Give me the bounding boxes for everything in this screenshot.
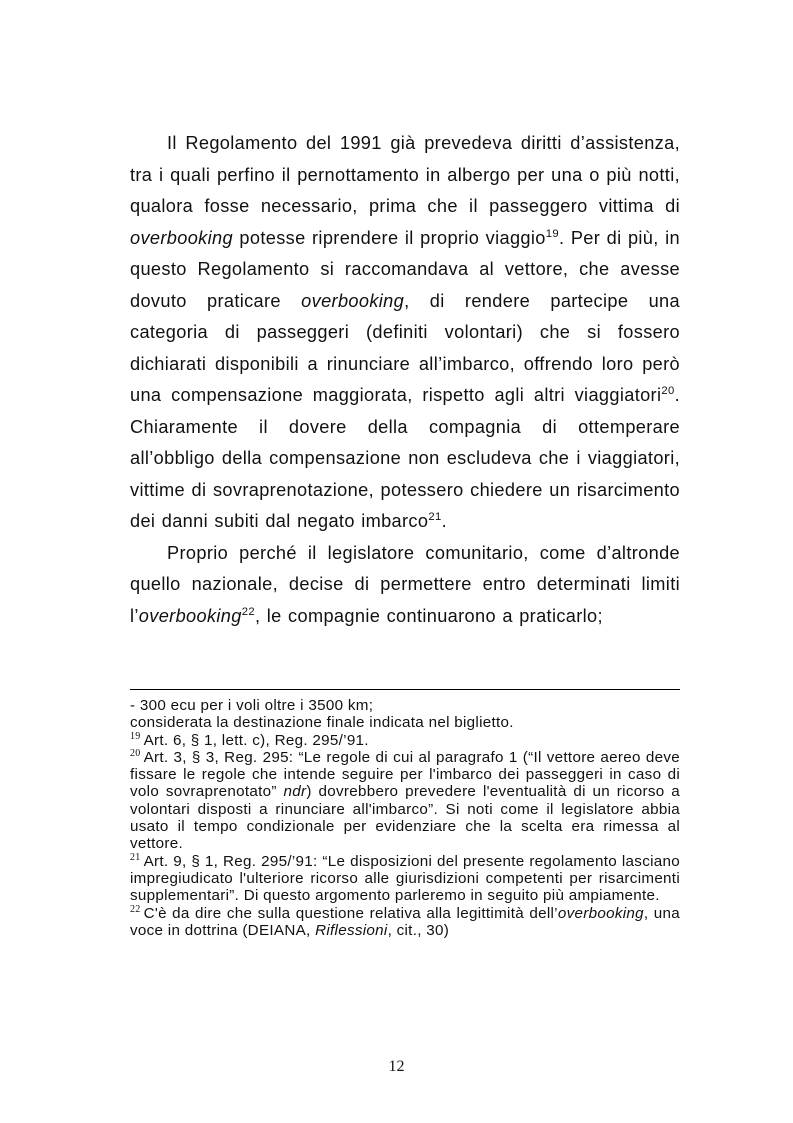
text-run: Art. 9, § 1, Reg. 295/’91: “Le disposizioni del presente regolamento lasciano impregiudicato l'ulteriore ricorso alle giurisdizioni competenti per risarcimenti supplementari”. Di questo argomento parleremo in seguito più ampiamente. xyxy=(130,852,680,905)
main-text xyxy=(130,128,680,632)
paragraph-1 xyxy=(130,128,680,538)
footnote-number: 19 xyxy=(130,730,141,742)
text-run: considerata la destinazione finale indicata nel biglietto. xyxy=(130,714,514,732)
footnote-21 xyxy=(130,853,680,905)
text-run: , cit., 30) xyxy=(387,921,450,939)
footnote-ref-20[interactable]: 20 xyxy=(661,384,675,397)
text-run: C'è da dire che sulla questione relativa alla legittimità dell’ xyxy=(143,904,558,922)
text-run: . xyxy=(441,511,447,531)
footnote-ref-19[interactable]: 19 xyxy=(545,227,559,240)
footnote-number: 21 xyxy=(130,851,141,863)
italic-term: overbooking xyxy=(557,904,644,922)
footnote-ref-21[interactable]: 21 xyxy=(428,510,442,523)
footnote-20 xyxy=(130,749,680,853)
text-run: , di rendere partecipe una categoria di passeggeri (definiti volontari) che si fossero dichiarati disponibili a rinunciare all’imbarco, offrendo loro però una compensazione maggiorata, rispetto agli altri viaggiatori xyxy=(130,290,680,405)
italic-term: overbooking xyxy=(301,290,405,311)
page-number: 12 xyxy=(388,1058,405,1075)
footnote-ref-22[interactable]: 22 xyxy=(241,605,255,618)
footnotes xyxy=(130,697,680,939)
text-run: - 300 ecu per i voli oltre i 3500 km; xyxy=(130,697,374,714)
text-run: Il Regolamento del 1991 già prevedeva diritti d’assistenza, tra i quali perfino il pernottamento in albergo per una o più notti, qualora fosse necessario, prima che il passeggero vittima di xyxy=(130,133,680,216)
text-run: , le compagnie continuarono a praticarlo; xyxy=(254,605,603,626)
footnote-number: 22 xyxy=(130,903,141,915)
footnote-22 xyxy=(130,905,680,940)
footnote-19 xyxy=(130,732,680,749)
italic-term: overbooking xyxy=(138,605,242,626)
italic-term: Riflessioni xyxy=(315,921,388,939)
text-run: potesse riprendere il proprio viaggio xyxy=(232,227,546,248)
italic-term: overbooking xyxy=(130,227,233,248)
text-run: Art. 6, § 1, lett. c), Reg. 295/’91. xyxy=(143,731,369,749)
footnote-number: 20 xyxy=(130,747,141,759)
footnote-separator xyxy=(130,689,680,690)
text-run: Proprio perché il legislatore comunitario, come d’altronde quello nazionale, decise di permettere entro determinati limiti l’ xyxy=(130,542,680,626)
italic-term: ndr xyxy=(283,783,307,801)
text-run: . Chiaramente il dovere della compagnia di ottemperare all’obbligo della compensazione non escludeva che i viaggiatori, vittime di sovraprenotazione, potessero chiedere un risarcimento dei danni subiti dal negato imbarco xyxy=(130,385,680,531)
footnote-continuation xyxy=(130,697,680,714)
paragraph-2 xyxy=(130,538,680,633)
text-run: , una voce in dottrina (DEIANA, xyxy=(130,904,680,939)
text-run: . Per di più, in questo Regolamento si raccomandava al vettore, che avesse dovuto praticare xyxy=(130,227,680,311)
text-run: ) dovrebbero prevedere l'eventualità di un ricorso a volontari disposti a rinunciare all'imbarco”. Si noti come il legislatore abbia usato il tempo condizionale per evidenziare che la scelta era rimessa al vettore. xyxy=(130,783,680,853)
footnote-continuation xyxy=(130,714,680,731)
text-run: Art. 3, § 3, Reg. 295: “Le regole di cui al paragrafo 1 (“Il vettore aereo deve fissare le regole che intende seguire per l'imbarco dei passeggeri in caso di volo sovraprenotato” xyxy=(130,748,680,801)
